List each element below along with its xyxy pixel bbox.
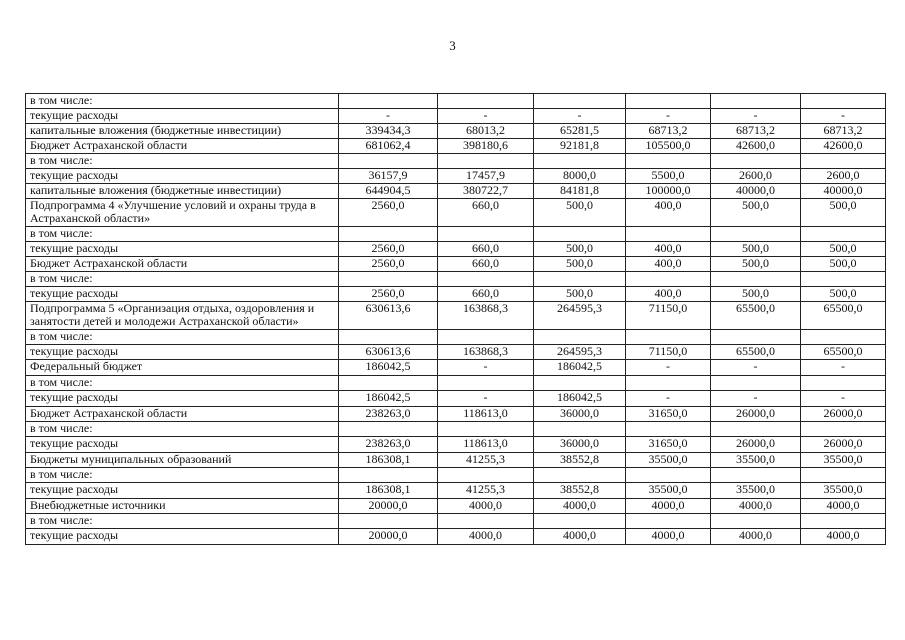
value-cell: 500,0	[534, 199, 626, 227]
value-cell: -	[626, 391, 711, 407]
value-cell: 65500,0	[801, 302, 886, 330]
value-cell	[626, 154, 711, 169]
value-cell: 500,0	[801, 257, 886, 272]
row-label: капитальные вложения (бюджетные инвестиции)	[26, 124, 339, 139]
table-row	[26, 257, 886, 272]
value-cell	[339, 422, 438, 437]
value-cell	[438, 514, 534, 529]
value-cell	[801, 330, 886, 345]
row-label: в том числе:	[26, 376, 339, 391]
value-cell: -	[438, 109, 534, 124]
value-cell	[626, 227, 711, 242]
table-row	[26, 499, 886, 514]
table-row	[26, 199, 886, 227]
value-cell	[339, 154, 438, 169]
value-cell	[626, 468, 711, 483]
value-cell	[339, 94, 438, 109]
value-cell: 17457,9	[438, 169, 534, 184]
table-row	[26, 242, 886, 257]
table-row	[26, 483, 886, 499]
row-label: Подпрограмма 5 «Организация отдыха, оздоровления и занятости детей и молодежи Астраханской области»	[26, 302, 339, 330]
value-cell: 68713,2	[626, 124, 711, 139]
value-cell: 2600,0	[711, 169, 801, 184]
row-label: текущие расходы	[26, 437, 339, 453]
row-label: текущие расходы	[26, 242, 339, 257]
table-row	[26, 391, 886, 407]
table-row	[26, 124, 886, 139]
value-cell: 26000,0	[801, 407, 886, 422]
table-row	[26, 272, 886, 287]
row-label: Бюджет Астраханской области	[26, 407, 339, 422]
value-cell: 71150,0	[626, 345, 711, 360]
value-cell: 42600,0	[801, 139, 886, 154]
value-cell: 660,0	[438, 287, 534, 302]
value-cell: 4000,0	[626, 499, 711, 514]
value-cell	[438, 422, 534, 437]
value-cell: 630613,6	[339, 302, 438, 330]
value-cell: 8000,0	[534, 169, 626, 184]
budget-table	[25, 93, 886, 545]
value-cell	[534, 154, 626, 169]
table-row	[26, 330, 886, 345]
value-cell	[438, 154, 534, 169]
value-cell: 41255,3	[438, 483, 534, 499]
table-row	[26, 302, 886, 330]
value-cell: 20000,0	[339, 529, 438, 545]
value-cell: -	[626, 360, 711, 376]
row-label: текущие расходы	[26, 345, 339, 360]
value-cell	[534, 514, 626, 529]
value-cell: 2600,0	[801, 169, 886, 184]
table-row	[26, 169, 886, 184]
row-label: в том числе:	[26, 154, 339, 169]
value-cell	[626, 272, 711, 287]
value-cell: 26000,0	[711, 437, 801, 453]
table-row	[26, 422, 886, 437]
value-cell: 186308,1	[339, 483, 438, 499]
value-cell: 644904,5	[339, 184, 438, 199]
value-cell: 400,0	[626, 242, 711, 257]
row-label: текущие расходы	[26, 287, 339, 302]
value-cell: 238263,0	[339, 437, 438, 453]
value-cell: 35500,0	[711, 453, 801, 468]
value-cell: 264595,3	[534, 345, 626, 360]
value-cell: 42600,0	[711, 139, 801, 154]
value-cell	[438, 94, 534, 109]
value-cell: 65500,0	[801, 345, 886, 360]
value-cell: 4000,0	[534, 529, 626, 545]
value-cell: 68013,2	[438, 124, 534, 139]
page-number: 3	[449, 38, 456, 53]
value-cell: -	[339, 109, 438, 124]
value-cell: 4000,0	[626, 529, 711, 545]
value-cell: 100000,0	[626, 184, 711, 199]
table-row	[26, 227, 886, 242]
value-cell	[438, 227, 534, 242]
value-cell: 500,0	[801, 242, 886, 257]
value-cell: 40000,0	[711, 184, 801, 199]
value-cell	[711, 468, 801, 483]
value-cell: 500,0	[801, 287, 886, 302]
value-cell	[626, 422, 711, 437]
value-cell	[534, 330, 626, 345]
row-label: в том числе:	[26, 272, 339, 287]
table-row	[26, 287, 886, 302]
value-cell: 186042,5	[534, 391, 626, 407]
value-cell	[438, 330, 534, 345]
value-cell	[711, 94, 801, 109]
value-cell	[626, 330, 711, 345]
value-cell: 186042,5	[339, 391, 438, 407]
value-cell: 38552,8	[534, 453, 626, 468]
value-cell: 500,0	[711, 199, 801, 227]
value-cell: 36157,9	[339, 169, 438, 184]
value-cell: 264595,3	[534, 302, 626, 330]
value-cell	[626, 94, 711, 109]
value-cell: 92181,8	[534, 139, 626, 154]
value-cell: 4000,0	[438, 529, 534, 545]
value-cell: 630613,6	[339, 345, 438, 360]
value-cell: -	[801, 109, 886, 124]
row-label: текущие расходы	[26, 169, 339, 184]
value-cell	[534, 227, 626, 242]
value-cell	[626, 376, 711, 391]
value-cell: 68713,2	[801, 124, 886, 139]
value-cell: 31650,0	[626, 407, 711, 422]
value-cell: 2560,0	[339, 242, 438, 257]
value-cell	[801, 514, 886, 529]
value-cell: 84181,8	[534, 184, 626, 199]
value-cell: 2560,0	[339, 199, 438, 227]
table-row	[26, 514, 886, 529]
value-cell	[626, 514, 711, 529]
value-cell: 31650,0	[626, 437, 711, 453]
row-label: Бюджеты муниципальных образований	[26, 453, 339, 468]
value-cell: 4000,0	[438, 499, 534, 514]
value-cell: 186308,1	[339, 453, 438, 468]
value-cell: 35500,0	[626, 453, 711, 468]
value-cell: 65500,0	[711, 345, 801, 360]
value-cell: 26000,0	[801, 437, 886, 453]
value-cell: 5500,0	[626, 169, 711, 184]
value-cell: 660,0	[438, 199, 534, 227]
row-label: Внебюджетные источники	[26, 499, 339, 514]
row-label: текущие расходы	[26, 529, 339, 545]
value-cell: 4000,0	[711, 499, 801, 514]
value-cell: 36000,0	[534, 437, 626, 453]
value-cell	[801, 94, 886, 109]
value-cell: 238263,0	[339, 407, 438, 422]
row-label: в том числе:	[26, 422, 339, 437]
value-cell: 35500,0	[801, 483, 886, 499]
value-cell: 398180,6	[438, 139, 534, 154]
value-cell: 4000,0	[534, 499, 626, 514]
value-cell: 660,0	[438, 242, 534, 257]
value-cell: 186042,5	[534, 360, 626, 376]
value-cell: 400,0	[626, 257, 711, 272]
value-cell	[711, 376, 801, 391]
row-label: текущие расходы	[26, 483, 339, 499]
value-cell: 118613,0	[438, 437, 534, 453]
value-cell: -	[711, 109, 801, 124]
value-cell	[711, 422, 801, 437]
value-cell: 20000,0	[339, 499, 438, 514]
value-cell: 163868,3	[438, 345, 534, 360]
value-cell: 500,0	[534, 287, 626, 302]
value-cell	[801, 272, 886, 287]
value-cell: 35500,0	[626, 483, 711, 499]
value-cell: 400,0	[626, 199, 711, 227]
value-cell	[339, 330, 438, 345]
value-cell: 118613,0	[438, 407, 534, 422]
value-cell: 4000,0	[711, 529, 801, 545]
value-cell: 4000,0	[801, 529, 886, 545]
row-label: в том числе:	[26, 514, 339, 529]
value-cell: 68713,2	[711, 124, 801, 139]
value-cell: 500,0	[711, 287, 801, 302]
value-cell	[534, 376, 626, 391]
value-cell	[534, 272, 626, 287]
value-cell	[438, 272, 534, 287]
value-cell: 65500,0	[711, 302, 801, 330]
budget-table-body	[26, 94, 886, 545]
table-row	[26, 184, 886, 199]
value-cell	[534, 422, 626, 437]
value-cell: 500,0	[534, 242, 626, 257]
value-cell: 105500,0	[626, 139, 711, 154]
value-cell: 681062,4	[339, 139, 438, 154]
value-cell: 41255,3	[438, 453, 534, 468]
value-cell: -	[438, 391, 534, 407]
value-cell	[801, 468, 886, 483]
table-row	[26, 376, 886, 391]
value-cell	[801, 227, 886, 242]
value-cell: 2560,0	[339, 287, 438, 302]
table-row	[26, 468, 886, 483]
row-label: Федеральный бюджет	[26, 360, 339, 376]
value-cell: 660,0	[438, 257, 534, 272]
value-cell	[801, 154, 886, 169]
value-cell	[801, 422, 886, 437]
table-row	[26, 360, 886, 376]
table-row	[26, 345, 886, 360]
row-label: в том числе:	[26, 468, 339, 483]
table-row	[26, 407, 886, 422]
value-cell: 38552,8	[534, 483, 626, 499]
table-row	[26, 154, 886, 169]
value-cell: -	[534, 109, 626, 124]
value-cell: 2560,0	[339, 257, 438, 272]
row-label: Бюджет Астраханской области	[26, 257, 339, 272]
value-cell	[801, 376, 886, 391]
value-cell	[534, 94, 626, 109]
value-cell	[339, 514, 438, 529]
value-cell	[339, 272, 438, 287]
value-cell: 35500,0	[801, 453, 886, 468]
value-cell: 65281,5	[534, 124, 626, 139]
value-cell	[339, 227, 438, 242]
value-cell: -	[801, 360, 886, 376]
table-row	[26, 529, 886, 545]
value-cell	[339, 376, 438, 391]
table-row	[26, 453, 886, 468]
value-cell: -	[711, 391, 801, 407]
value-cell	[534, 468, 626, 483]
value-cell: 500,0	[711, 257, 801, 272]
value-cell	[438, 468, 534, 483]
table-row	[26, 139, 886, 154]
row-label: в том числе:	[26, 94, 339, 109]
value-cell: -	[801, 391, 886, 407]
value-cell: 500,0	[534, 257, 626, 272]
value-cell	[711, 330, 801, 345]
value-cell: 35500,0	[711, 483, 801, 499]
value-cell: 500,0	[801, 199, 886, 227]
value-cell: 400,0	[626, 287, 711, 302]
value-cell: 380722,7	[438, 184, 534, 199]
table-row	[26, 109, 886, 124]
value-cell	[711, 272, 801, 287]
value-cell: 500,0	[711, 242, 801, 257]
value-cell	[711, 154, 801, 169]
value-cell: 26000,0	[711, 407, 801, 422]
row-label: капитальные вложения (бюджетные инвестиции)	[26, 184, 339, 199]
value-cell: 4000,0	[801, 499, 886, 514]
row-label: Бюджет Астраханской области	[26, 139, 339, 154]
value-cell	[711, 514, 801, 529]
value-cell: 339434,3	[339, 124, 438, 139]
value-cell: 186042,5	[339, 360, 438, 376]
value-cell: -	[626, 109, 711, 124]
value-cell: -	[438, 360, 534, 376]
value-cell	[438, 376, 534, 391]
table-row	[26, 94, 886, 109]
row-label: в том числе:	[26, 330, 339, 345]
value-cell: 40000,0	[801, 184, 886, 199]
value-cell: 71150,0	[626, 302, 711, 330]
value-cell	[339, 468, 438, 483]
value-cell: -	[711, 360, 801, 376]
table-row	[26, 437, 886, 453]
row-label: в том числе:	[26, 227, 339, 242]
value-cell	[711, 227, 801, 242]
row-label: текущие расходы	[26, 391, 339, 407]
value-cell: 163868,3	[438, 302, 534, 330]
value-cell: 36000,0	[534, 407, 626, 422]
row-label: Подпрограмма 4 «Улучшение условий и охраны труда в Астраханской области»	[26, 199, 339, 227]
row-label: текущие расходы	[26, 109, 339, 124]
